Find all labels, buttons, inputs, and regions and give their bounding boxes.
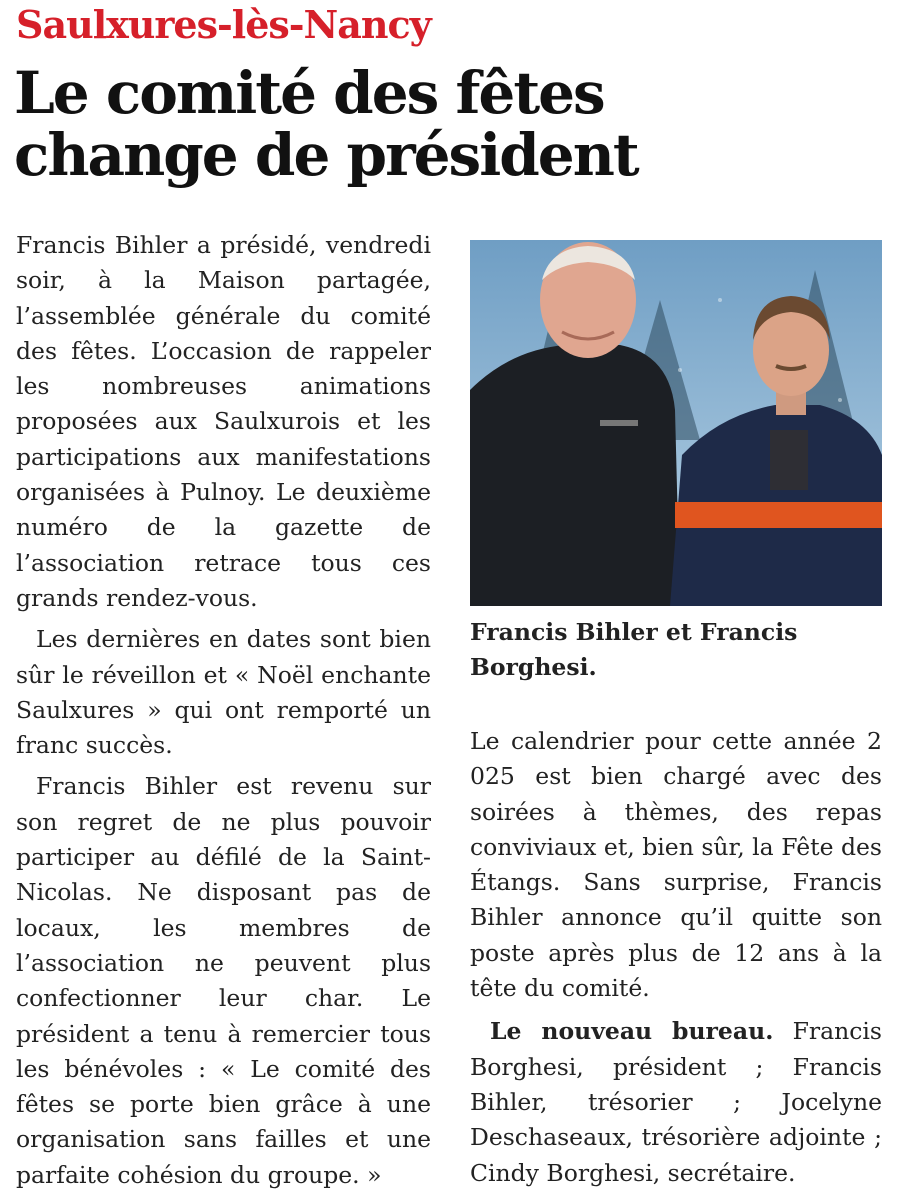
body-paragraph: Francis Bihler est revenu sur son regret de ne plus pouvoir participer au défilé de la Saint-Nicolas. Ne disposant pas de locaux, les membres de l’association ne peuvent plus confectionner leur char. Le président a tenu à remercier tous les bénévoles : « Le comité des fêtes se porte bien grâce à une organisation sans failles et une parfaite cohésion du groupe. » <box>16 772 431 1189</box>
left-column <box>16 228 431 1193</box>
body-paragraph: Les dernières en dates sont bien sûr le réveillon et « Noël enchante Saulxures » qui ont remporté un franc succès. <box>16 625 431 760</box>
photo-caption: Francis Bihler et Francis Borghesi. <box>470 618 798 682</box>
headline-line-1: Le comité des fêtes <box>14 59 604 127</box>
article-photo <box>470 240 882 606</box>
bureau-lead-in: Le nouveau bureau. <box>490 1017 774 1046</box>
article-headline <box>14 59 894 189</box>
headline-line-2: change de président <box>14 121 638 189</box>
bureau-text: Francis Borghesi, président ; Francis Bihler, trésorier ; Jocelyne Deschaseaux, trésorière adjointe ; Cindy Borghesi, secrétaire. <box>470 1017 882 1187</box>
section-location: Saulxures-lès-Nancy <box>16 2 431 47</box>
bureau-paragraph <box>470 1014 882 1190</box>
photo-illustration <box>470 240 882 606</box>
body-paragraph: Francis Bihler a présidé, vendredi soir, à la Maison partagée, l’assemblée générale du comité des fêtes. L’occasion de rappeler les nombreuses animations proposées aux Saulxurois et les participations aux manifestations organisées à Pulnoy. Le deuxième numéro de la gazette de l’association retrace tous ces grands rendez-vous. <box>16 231 431 612</box>
body-paragraph: Le calendrier pour cette année 2 025 est bien chargé avec des soirées à thèmes, des repas conviviaux et, bien sûr, la Fête des Étangs. Sans surprise, Francis Bihler annonce qu’il quitte son poste après plus de 12 ans à la tête du comité. <box>470 727 882 1003</box>
right-column <box>470 724 882 1191</box>
